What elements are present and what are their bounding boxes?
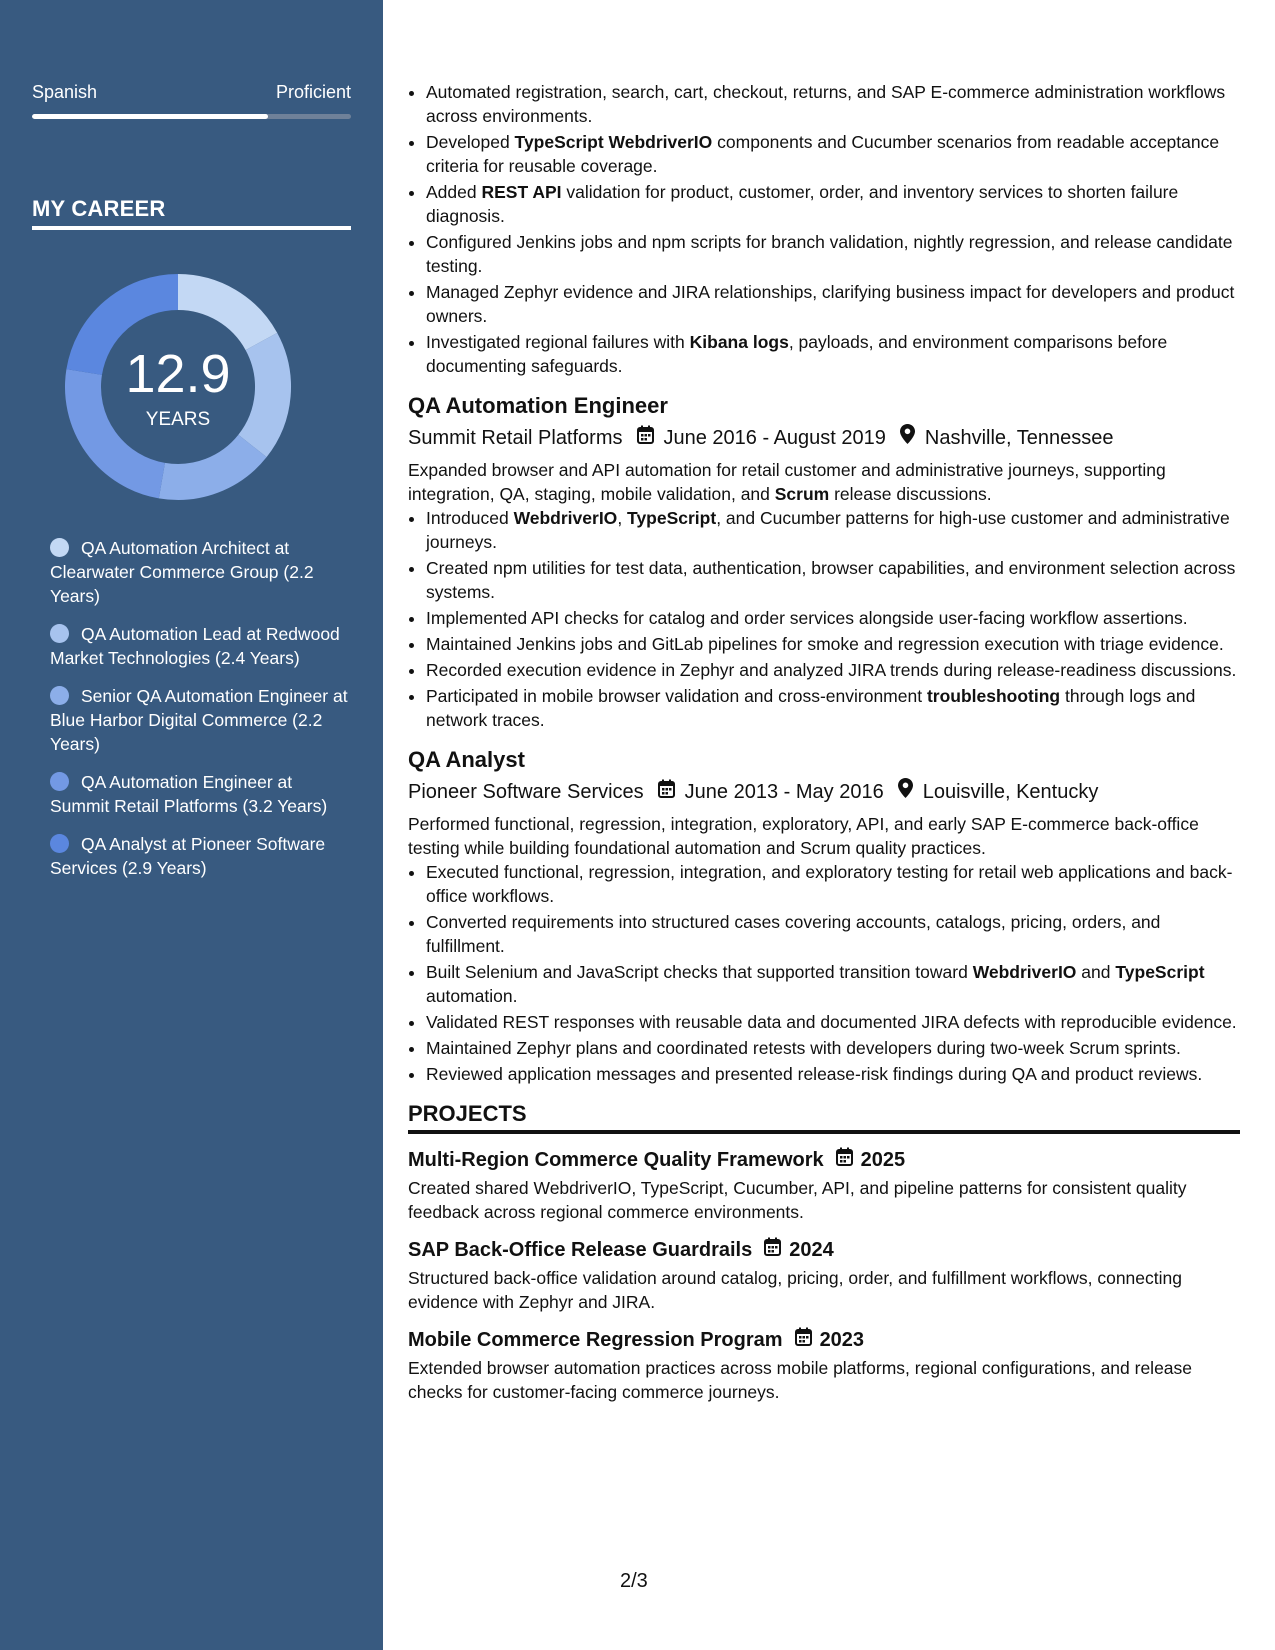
job-dates: June 2013 - May 2016: [684, 781, 884, 803]
calendar-icon: [795, 1326, 812, 1354]
career-item: [50, 770, 350, 818]
career-heading: MY CAREER: [32, 196, 351, 230]
total-years-unit: YEARS: [145, 409, 211, 430]
bullet-item: • Developed TypeScript WebdriverIO components and Cucumber scenarios from readable acceptance criteria for reusable coverage.: [426, 130, 1240, 178]
project-year: 2025: [860, 1149, 906, 1171]
bullet-item: • Automated registration, search, cart, checkout, returns, and SAP E-commerce administration workflows across environments.: [426, 80, 1240, 128]
job-location: Louisville, Kentucky: [922, 781, 1099, 803]
sidebar: [0, 0, 383, 1650]
project-title: [408, 1326, 1240, 1354]
calendar-icon: [836, 1146, 853, 1174]
language-proficiency-bar: [32, 114, 351, 119]
bullet-item: • Maintained Jenkins jobs and GitLab pipelines for smoke and regression execution with triage evidence.: [426, 632, 1240, 656]
career-list: [50, 536, 350, 894]
career-item: [50, 622, 350, 670]
calendar-icon: [637, 424, 654, 452]
career-dot-icon: [50, 686, 69, 705]
career-dot-icon: [50, 772, 69, 791]
project-year: 2024: [789, 1239, 834, 1261]
project-year: 2023: [819, 1329, 865, 1351]
job-company: Summit Retail Platforms: [408, 427, 623, 449]
job-summary: Performed functional, regression, integration, exploratory, API, and early SAP E-commerce back-office testing while building foundational automation and Scrum quality practices.: [408, 814, 1199, 858]
projects-heading: PROJECTS: [408, 1102, 1240, 1134]
calendar-icon: [658, 778, 675, 806]
career-dot-icon: [50, 538, 69, 557]
bullet-item: • Added REST API validation for product, customer, order, and inventory services to shorten failure diagnosis.: [426, 180, 1240, 228]
language-row: [32, 82, 351, 103]
career-dot-icon: [50, 624, 69, 643]
job-bullets: [408, 860, 1240, 1086]
bullet-item: • Executed functional, regression, integration, and exploratory testing for retail web applications and back-office workflows.: [426, 860, 1240, 908]
job-location: Nashville, Tennessee: [924, 427, 1114, 449]
job-meta: [408, 424, 1240, 452]
donut-segment-1: [178, 292, 261, 342]
career-dot-icon: [50, 834, 69, 853]
bullet-item: • Participated in mobile browser validation and cross-environment troubleshooting through logs and network traces.: [426, 684, 1240, 732]
job-meta: [408, 778, 1240, 806]
bullet-item: • Created npm utilities for test data, authentication, browser capabilities, and environment selection across systems.: [426, 556, 1240, 604]
projects-list: [408, 1146, 1240, 1404]
career-item-text: QA Analyst at Pioneer Software Services (2.9 Years): [50, 834, 326, 878]
career-donut-chart: [64, 273, 292, 501]
bullet-item: • Implemented API checks for catalog and order services alongside user-facing workflow assertions.: [426, 606, 1240, 630]
bullet-item: • Maintained Zephyr plans and coordinated retests with developers during two-week Scrum sprints.: [426, 1036, 1240, 1060]
language-proficiency-fill: [32, 114, 268, 119]
total-years-value: 12.9: [125, 344, 231, 404]
bullet-item: • Recorded execution evidence in Zephyr and analyzed JIRA trends during release-readiness discussions.: [426, 658, 1240, 682]
project-name: Mobile Commerce Regression Program: [408, 1329, 783, 1351]
language-level: Proficient: [275, 82, 351, 102]
career-item-text: Senior QA Automation Engineer at Blue Harbor Digital Commerce (2.2 Years): [50, 686, 348, 754]
bullet-item: • Configured Jenkins jobs and npm scripts for branch validation, nightly regression, and release candidate testing.: [426, 230, 1240, 278]
bullet-item: • Investigated regional failures with Kibana logs, payloads, and environment comparisons before documenting safeguards.: [426, 330, 1240, 378]
job-title: QA Automation Engineer: [408, 393, 668, 418]
career-item: [50, 832, 350, 880]
map-pin-icon: [898, 778, 913, 806]
career-item: [50, 536, 350, 608]
project-title: [408, 1146, 1240, 1174]
project-description: Created shared WebdriverIO, TypeScript, Cucumber, API, and pipeline patterns for consistent quality feedback across regional commerce environments.: [408, 1178, 1187, 1222]
jobs-section: [408, 392, 1240, 1086]
career-item-text: QA Automation Engineer at Summit Retail Platforms (3.2 Years): [50, 772, 328, 816]
project-name: Multi-Region Commerce Quality Framework: [408, 1149, 824, 1171]
project-description: Structured back-office validation around catalog, pricing, order, and fulfillment workflows, connecting evidence with Zephyr and JIRA.: [408, 1268, 1182, 1312]
bullet-item: • Validated REST responses with reusable data and documented JIRA defects with reproducible evidence.: [426, 1010, 1240, 1034]
project-name: SAP Back-Office Release Guardrails: [408, 1239, 753, 1261]
job-dates: June 2016 - August 2019: [663, 427, 886, 449]
career-item: [50, 684, 350, 756]
job-bullets: [408, 506, 1240, 732]
main-content: [408, 80, 1240, 1408]
previous-job-bullets: [408, 80, 1240, 378]
language-name: Spanish: [32, 82, 98, 102]
bullet-item: • Managed Zephyr evidence and JIRA relationships, clarifying business impact for developers and product owners.: [426, 280, 1240, 328]
job-title: QA Analyst: [408, 747, 525, 772]
project-description: Extended browser automation practices across mobile platforms, regional configurations, and release checks for customer-facing commerce journeys.: [408, 1358, 1193, 1402]
map-pin-icon: [900, 424, 915, 452]
bullet-item: • Built Selenium and JavaScript checks that supported transition toward WebdriverIO and TypeScript automation.: [426, 960, 1240, 1008]
calendar-icon: [764, 1236, 781, 1264]
bullet-item: • Introduced WebdriverIO, TypeScript, and Cucumber patterns for high-use customer and administrative journeys.: [426, 506, 1240, 554]
bullet-item: • Converted requirements into structured cases covering accounts, catalogs, pricing, orders, and fulfillment.: [426, 910, 1240, 958]
job-company: Pioneer Software Services: [408, 781, 644, 803]
project-title: [408, 1236, 1240, 1264]
donut-segment-3: [162, 446, 253, 482]
job-summary: Expanded browser and API automation for retail customer and administrative journeys, supporting integration, QA, staging, mobile validation, and Scrum release discussions.: [408, 460, 1166, 504]
page-number: 2/3: [620, 1570, 648, 1592]
career-item-text: QA Automation Architect at Clearwater Commerce Group (2.2 Years): [50, 538, 314, 606]
bullet-item: • Reviewed application messages and presented release-risk findings during QA and product reviews.: [426, 1062, 1240, 1086]
career-item-text: QA Automation Lead at Redwood Market Technologies (2.4 Years): [50, 624, 340, 668]
